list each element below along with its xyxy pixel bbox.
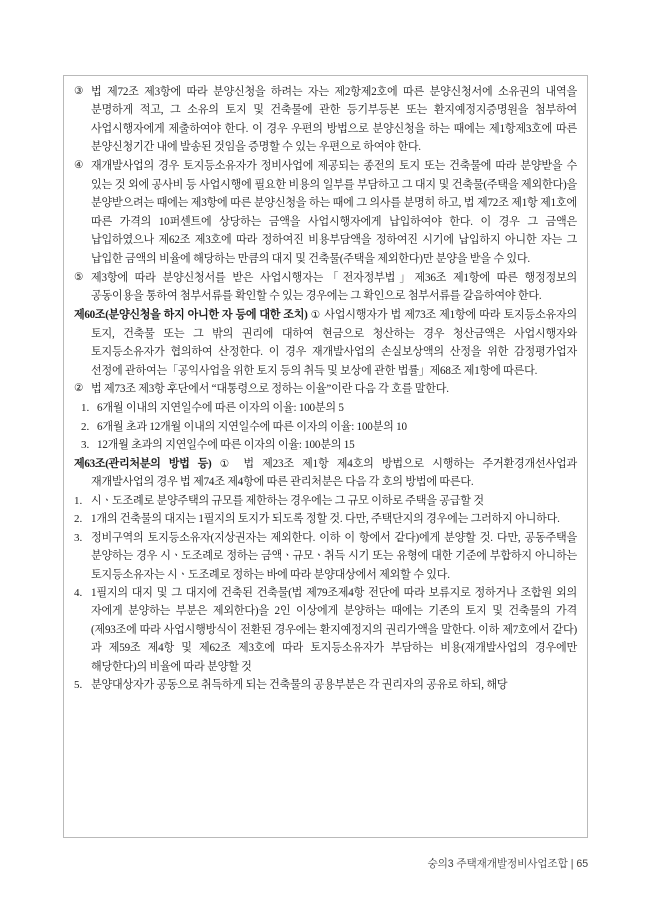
list-item-number: 2. <box>81 420 90 433</box>
article-63-heading-paragraph <box>74 455 577 492</box>
clause-marker: ⑤ <box>74 271 84 283</box>
list-item-number: 3. <box>74 531 83 544</box>
footer-organization: 숭의3 주택재개발정비사업조합 <box>427 858 568 870</box>
article-60-item-list <box>74 399 577 454</box>
clause-text: 법 제73조 제3항 후단에서 “대통령으로 정하는 이율”이란 다음 각 호를 말한다. <box>91 383 449 396</box>
list-item <box>74 584 577 676</box>
clause-text: 법 제72조 제3항에 따라 분양신청을 하려는 자는 제2항제2호에 따른 분양신청서에 소유권의 내역을 분명하게 적고, 그 소유의 토지 및 건축물에 관한 등기부등본 또는 환지예정지증명원을 첨부하여 사업시행자에게 제출하여야 한다. 이 경우 우편의 방법으로 분양신청을 하는 때에는 제1항제3호에 따른 분양신청기간 내에 발송된 것임을 증명할 수 있는 우편으로 하여야 한다. <box>91 86 577 154</box>
list-item <box>74 529 577 584</box>
list-item <box>74 676 577 694</box>
page-footer <box>0 856 650 871</box>
list-item-text: 분양대상자가 공동으로 취득하게 되는 건축물의 공용부분은 각 권리자의 공유로 하되, 해당 <box>91 679 508 692</box>
list-item-number: 3. <box>81 439 90 452</box>
clause-paragraph <box>74 83 577 157</box>
footer-separator: | <box>570 858 574 870</box>
list-item-number: 5. <box>74 679 83 692</box>
clause-text: 제3항에 따라 분양신청서를 받은 사업시행자는「전자정부법」제36조 제1항에 따른 행정정보의 공동이용을 통하여 첨부서류를 확인할 수 있는 경우에는 그 확인으로 첨부서류를 갈음하여야 한다. <box>91 271 577 303</box>
list-item-text: 1개의 건축물의 대지는 1필지의 토지가 되도록 정할 것. 다만, 주택단지의 경우에는 그러하지 아니하다. <box>91 513 560 526</box>
article-63-body: 법 제23조 제1항 제4호의 방법으로 시행하는 주거환경개선사업과 재개발사업의 경우 법 제74조 제4항에 따른 관리처분은 다음 각 호의 방법에 따른다. <box>91 457 577 489</box>
article-63-clause-marker: ① <box>219 458 236 470</box>
list-item <box>74 399 577 417</box>
clause-marker: ③ <box>74 86 84 97</box>
article-63-title: 제63조(관리처분의 방법 등) <box>74 457 212 470</box>
list-item-text: 6개월 초과 12개월 이내의 지연일수에 따른 이자의 이율: 100분의 10 <box>97 420 407 433</box>
article-60-title: 제60조(분양신청을 하지 아니한 자 등에 대한 조치) <box>74 309 308 322</box>
clause-text: 재개발사업의 경우 토지등소유자가 정비사업에 제공되는 종전의 토지 또는 건축물에 따라 분양받을 수 있는 것 외에 공사비 등 사업시행에 필요한 비용의 일부를 부담하고 그 대지 및 건축물(주택을 제외한다)을 분양받으려는 때에는 제3항에 따른 분양신청을 하는 때에 그 의사를 분명히 하고, 법 제72조 제1항 제1호에 따른 가격의 10퍼센트에 상당하는 금액을 사업시행자에게 납입하여야 한다. 이 경우 그 금액은 납입하였으나 제62조 제3호에 따라 정하여진 비용부담액을 정하여진 시기에 납입하지 아니한 자는 그 납입한 금액의 비율에 해당하는 만큼의 대지 및 건축물(주택을 제외한다)만 분양을 받을 수 있다. <box>91 160 577 265</box>
list-item-text: 1필지의 대지 및 그 대지에 건축된 건축물(법 제79조제4항 전단에 따라 보류지로 정하거나 조합원 외의 자에게 분양하는 부분은 제외한다)을 2인 이상에게 분양하는 때에는 기존의 토지 및 건축물의 가격(제93조에 따라 사업시행방식이 전환된 경우에는 환지예정지의 권리가액을 말한다. 이하 제7호에서 같다)과 제59조 제4항 및 제62조 제3호에 따라 토지등소유자가 부담하는 비용(재개발사업의 경우에만 해당한다)의 비율에 따라 분양할 것 <box>91 586 577 673</box>
clause-marker: ④ <box>74 160 84 172</box>
content-frame <box>63 75 588 838</box>
article-60-clause-2 <box>74 380 577 398</box>
list-item-number: 1. <box>81 402 90 415</box>
list-item-text: 12개월 초과의 지연일수에 따른 이자의 이율: 100분의 15 <box>97 439 355 452</box>
list-item <box>74 510 577 528</box>
clause-marker: ② <box>74 383 84 395</box>
clause-paragraph <box>74 157 577 268</box>
list-item-text: 6개월 이내의 지연일수에 따른 이자의 이율: 100분의 5 <box>97 402 344 415</box>
article-60-body: 사업시행자가 법 제73조 제1항에 따라 토지등소유자의 토지, 건축물 또는 그 밖의 권리에 대하여 현금으로 청산하는 경우 청산금액은 사업시행자와 토지등소유자가 협의하여 산정한다. 이 경우 재개발사업의 손실보상액의 산정을 위한 감정평가업자 선정에 관하여는「공익사업을 위한 토지 등의 취득 및 보상에 관한 법률」제68조 제1항에 따른다. <box>91 309 577 377</box>
list-item-number: 1. <box>74 494 83 507</box>
list-item <box>74 436 577 454</box>
article-60-clause-marker: ① <box>310 310 321 322</box>
list-item-number: 2. <box>74 513 83 526</box>
footer-page-number: 65 <box>576 858 588 870</box>
list-item-text: 시ㆍ도조례로 분양주택의 규모를 제한하는 경우에는 그 규모 이하로 주택을 공급할 것 <box>91 494 484 507</box>
list-item-number: 4. <box>74 586 83 599</box>
article-63-item-list <box>74 492 577 695</box>
list-item <box>74 418 577 436</box>
list-item-text: 정비구역의 토지등소유자(지상권자는 제외한다. 이하 이 항에서 같다)에게 분양할 것. 다만, 공동주택을 분양하는 경우 시ㆍ도조례로 정하는 금액ㆍ규모ㆍ취득 시기 또는 유형에 대한 기준에 부합하지 아니하는 토지등소유자는 시ㆍ도조례로 정하는 바에 따라 분양대상에서 제외할 수 있다. <box>91 531 577 581</box>
list-item <box>74 492 577 510</box>
document-body <box>74 83 577 695</box>
clause-paragraph <box>74 269 577 306</box>
article-60-heading-paragraph <box>74 306 577 380</box>
